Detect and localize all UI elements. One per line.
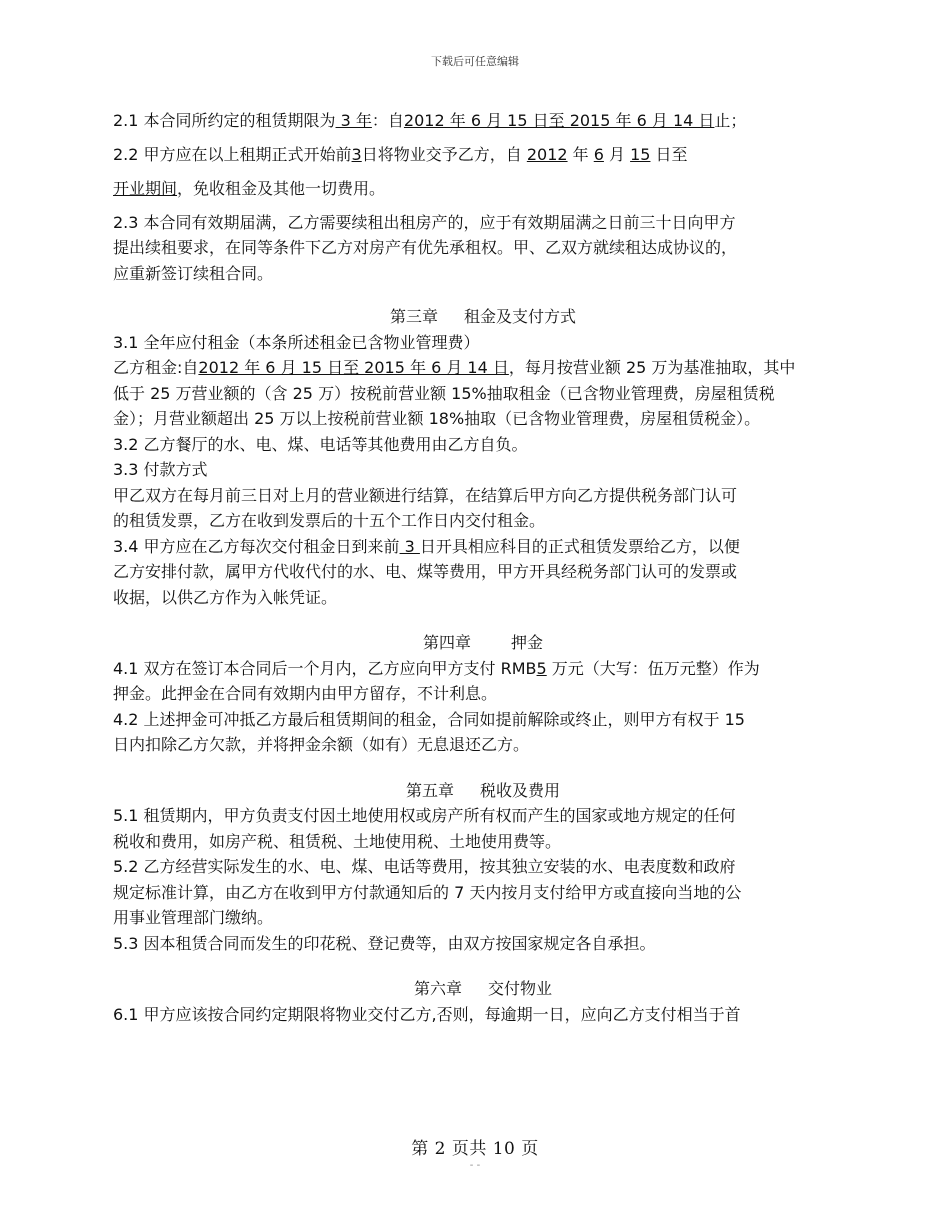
document-body xyxy=(113,100,853,1027)
clause-4-2-line: 4.2 上述押金可冲抵乙方最后租赁期间的租金，合同如提前解除或终止，则甲方有权于 15 xyxy=(113,709,745,729)
underlined-amount: 5 xyxy=(536,658,547,678)
underlined-year: 2012 xyxy=(526,144,568,164)
underlined-days: 3 xyxy=(351,144,362,164)
clause-6-1: 6.1 甲方应该按合同约定期限将物业交付乙方,否则，每逾期一日，应向乙方支付相当于首 xyxy=(113,1004,741,1024)
clause-3-1-line: 金）；月营业额超出 25 万以上按税前营业额 18%抽取（已含物业管理费，房屋租赁税金）。 xyxy=(113,409,761,428)
clause-4-2-line: 日内扣除乙方欠款，并将押金余额（如有）无息退还乙方。 xyxy=(113,735,530,754)
clause-text: 日将物业交予乙方，自 xyxy=(361,144,527,164)
clause-text: ，每月按营业额 25 万为基准抽取，其中 xyxy=(508,358,796,377)
clause-3-3-line: 甲乙双方在每月前三日对上月的营业额进行结算，在结算后甲方向乙方提供税务部门认可 xyxy=(113,485,738,505)
clause-2-3-line: 应重新签订续租合同。 xyxy=(113,263,274,283)
clause-text: ：自 xyxy=(371,111,404,130)
clause-2-2-cont xyxy=(113,176,853,202)
clause-4-1-line: 押金。此押金在合同有效期内由甲方留存，不计利息。 xyxy=(113,684,498,703)
clause-text: 日至 xyxy=(650,144,688,164)
clause-5-line: 税收和费用，如房产税、租赁税、土地使用税、土地使用费等。 xyxy=(113,831,562,851)
chapter-title: 租金及支付方式 xyxy=(464,307,577,326)
clause-text: 2.1 本合同所约定的租赁期限为 xyxy=(113,111,336,130)
clause-text: 日开具相应科目的正式租赁发票给乙方，以便 xyxy=(419,536,740,556)
clause-text: 止； xyxy=(714,111,747,130)
chapter-number: 第五章 xyxy=(405,780,454,800)
chapter-title: 税收及费用 xyxy=(480,780,561,800)
clause-text: 4.1 双方在签订本合同后一个月内，乙方应向甲方支付 RMB xyxy=(113,658,537,678)
chapter-number: 第三章 xyxy=(389,307,438,326)
underlined-dates: 2012 年 6 月 15 日至 2015 年 6 月 14 日 xyxy=(198,358,509,377)
clause-3-4-line: 乙方安排付款，属甲方代收代付的水、电、煤等费用，甲方开具经税务部门认可的发票或 xyxy=(113,562,738,581)
clause-3-4-line: 收据，以供乙方作为入帐凭证。 xyxy=(113,587,338,607)
clause-5-line: 用事业管理部门缴纳。 xyxy=(113,908,274,927)
clause-text: 月 xyxy=(603,144,631,164)
chapter-4-heading xyxy=(113,630,853,656)
clause-2-1 xyxy=(113,108,853,134)
chapter-title: 交付物业 xyxy=(488,979,553,998)
chapter-3-heading xyxy=(113,304,853,330)
clause-4-1 xyxy=(113,656,853,682)
clause-3-1: 3.1 全年应付租金（本条所述租金已含物业管理费） xyxy=(113,332,480,352)
clause-5-line: 规定标准计算，由乙方在收到甲方付款通知后的 7 天内按月支付给甲方或直接向当地的公 xyxy=(113,882,742,902)
underlined-term: 3 年 xyxy=(335,111,372,130)
underlined-days: 3 xyxy=(399,536,420,556)
clause-text: 3.4 甲方应在乙方每次交付租金日到来前 xyxy=(113,536,400,556)
clause-5-line: 5.2 乙方经营实际发生的水、电、煤、电话等费用，按其独立安装的水、电表度数和政府 xyxy=(113,857,736,876)
clause-3-1-line: 低于 25 万营业额的（含 25 万）按税前营业额 15%抽取租金（已含物业管理费，房屋租赁税 xyxy=(113,383,775,403)
clause-3-3-line: 的租赁发票，乙方在收到发票后的十五个工作日内交付租金。 xyxy=(113,511,546,530)
clause-2-3-line: 2.3 本合同有效期届满，乙方需要续租出租房产的，应于有效期届满之日前三十日向甲方 xyxy=(113,212,736,232)
chapter-6-heading xyxy=(113,976,853,1002)
clause-2-2 xyxy=(113,142,853,168)
clause-3-1-rent xyxy=(113,355,853,381)
clause-3-3-title: 3.3 付款方式 xyxy=(113,460,208,479)
clause-text: 乙方租金:自 xyxy=(113,358,199,377)
chapter-number: 第四章 xyxy=(422,633,471,652)
chapter-number: 第六章 xyxy=(413,979,462,998)
clause-3-4 xyxy=(113,534,853,560)
clause-text: 年 xyxy=(567,144,594,164)
page-number: 第 2 页共 10 页 xyxy=(411,1139,539,1159)
underlined-period: 开业期间 xyxy=(113,179,178,198)
clause-text: 2.2 甲方应在以上租期正式开始前 xyxy=(113,144,352,164)
clause-5-line: 5.1 租赁期内，甲方负责支付因土地使用权或房产所有权而产生的国家或地方规定的任何 xyxy=(113,806,736,825)
underlined-day: 15 xyxy=(630,144,651,164)
chapter-title: 押金 xyxy=(511,633,544,652)
footer-mark: - - xyxy=(469,1160,481,1171)
clause-text: 万元（大写：伍万元整）作为 xyxy=(546,658,760,678)
header-note: 下载后可任意编辑 xyxy=(431,55,519,68)
underlined-dates: 2012 年 6 月 15 日至 2015 年 6 月 14 日 xyxy=(403,111,715,130)
chapter-5-heading xyxy=(113,778,853,804)
clause-3-2: 3.2 乙方餐厅的水、电、煤、电话等其他费用由乙方自负。 xyxy=(113,434,528,454)
clause-text: ，免收租金及其他一切费用。 xyxy=(177,179,386,198)
clause-5-line: 5.3 因本租赁合同而发生的印花税、登记费等，由双方按国家规定各自承担。 xyxy=(113,933,656,953)
clause-2-3-line: 提出续租要求，在同等条件下乙方对房产有优先承租权。甲、乙双方就续租达成协议的， xyxy=(113,238,738,257)
underlined-month: 6 xyxy=(593,144,604,164)
